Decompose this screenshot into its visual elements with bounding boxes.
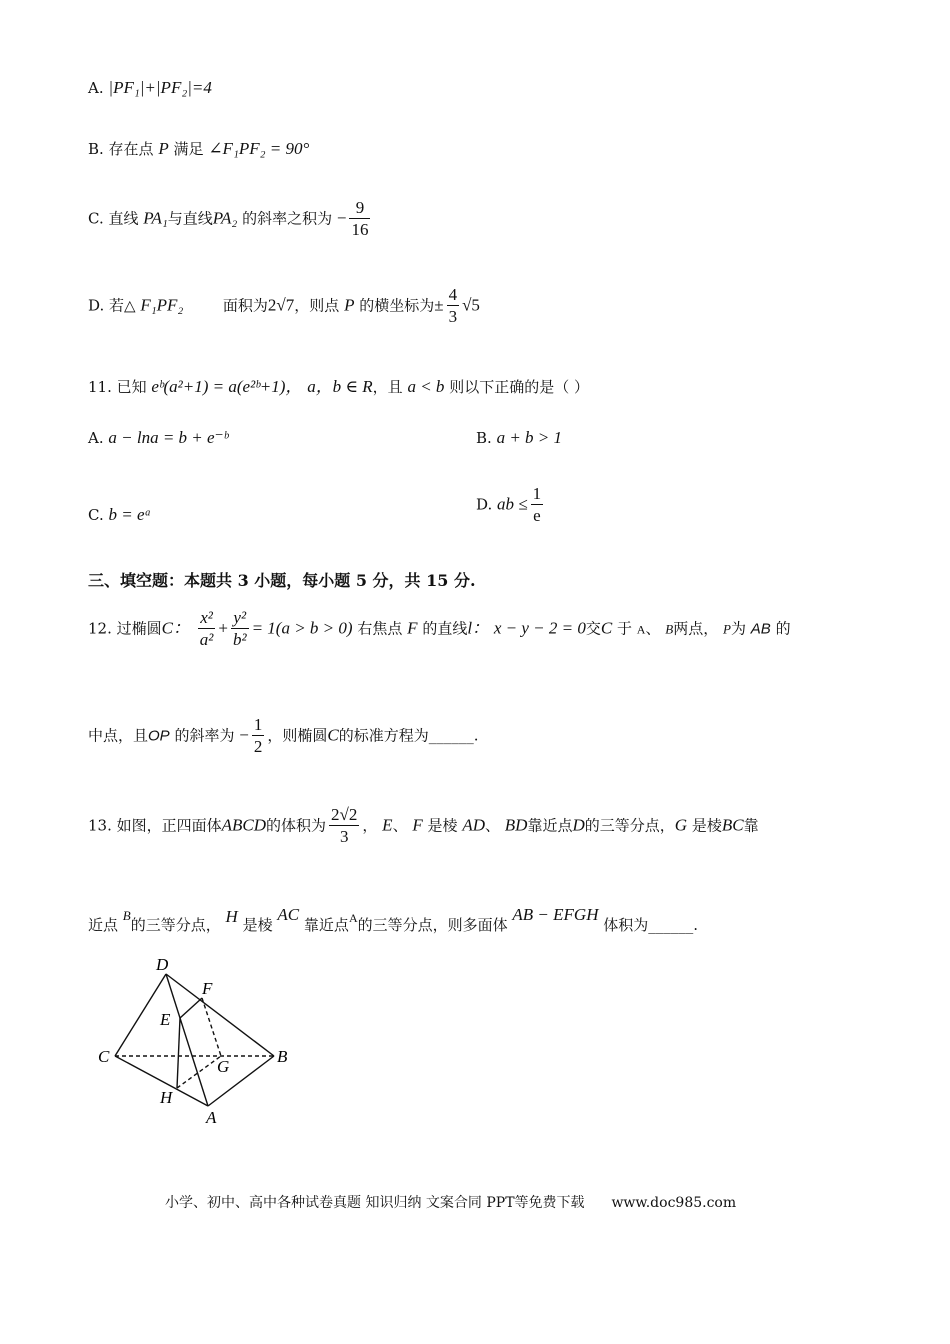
option-label: A. [88, 429, 104, 447]
stem-text: 、 [645, 619, 661, 638]
footer [165, 1192, 736, 1212]
stem-text: ， [362, 816, 378, 835]
option-text: 的斜率之积为 [242, 209, 333, 228]
math-var: AB [750, 620, 771, 638]
fraction [231, 608, 249, 651]
fraction [252, 715, 265, 758]
math-var: G [674, 815, 688, 835]
option-text: 满足 [173, 140, 204, 158]
stem-text: 的直线 [422, 619, 468, 638]
option-text: ，则点 [294, 296, 340, 315]
stem-text: 体积为______. [603, 916, 699, 934]
q11-option-b [476, 428, 562, 448]
denominator: e [533, 506, 541, 525]
fraction [329, 805, 359, 848]
stem-text: 的 [775, 619, 791, 638]
tetrahedron-figure [90, 950, 310, 1130]
q10-option-b [88, 138, 309, 159]
option-formula: b = eᵃ [108, 505, 152, 524]
stem-text: 是棱 [242, 916, 273, 934]
fraction [349, 198, 370, 241]
denominator: b² [232, 630, 247, 649]
question-number: 11. 已知 [88, 378, 147, 396]
numerator: 1 [532, 484, 542, 503]
math-vars: a，b ∈ R [307, 377, 373, 396]
stem-text: 的标准方程为______. [338, 726, 479, 745]
stem-text: 靠近点 [527, 816, 573, 835]
math-var: A [348, 911, 358, 925]
stem-text: 的体积为 [266, 816, 327, 835]
option-label: A. [88, 79, 104, 97]
label-g: G [217, 1057, 230, 1076]
option-text: 的横坐标为 [359, 296, 435, 315]
stem-text: 的三等分点，则多面体 [357, 916, 508, 934]
label-d: D [156, 955, 169, 974]
option-formula: a + b > 1 [496, 428, 563, 447]
stem-text: 右焦点 [357, 619, 403, 638]
stem-text: 的三等分点， [130, 916, 221, 934]
fraction [531, 484, 544, 527]
stem-text: 靠 [743, 816, 759, 835]
option-label: C. [88, 506, 104, 524]
option-formula: |PF₁|+|PF₂|=4 [108, 78, 212, 97]
stem-text: ，则椭圆 [267, 726, 328, 745]
segment-hg-hidden [177, 1056, 221, 1088]
question-number: 12. 过椭圆 [88, 619, 162, 638]
math-var: B [122, 908, 131, 923]
segment-fg-hidden [202, 998, 221, 1056]
segment-eh [177, 1018, 180, 1088]
numerator: 1 [253, 715, 263, 734]
math-var: AD [462, 815, 485, 835]
math-var: P [158, 139, 169, 158]
math-var: F₁PF₂ [140, 295, 184, 315]
math-sign: − [336, 208, 347, 228]
q10-option-a [88, 78, 212, 98]
fraction [447, 285, 460, 328]
math-value: 2√7 [267, 295, 295, 315]
denominator: 3 [339, 827, 349, 846]
numerator: x² [198, 608, 216, 629]
math-var: l： [467, 618, 490, 638]
math-var: B [665, 621, 674, 637]
label-f: F [202, 979, 213, 998]
math-var: F [412, 815, 423, 835]
option-formula: ab ≤ [497, 494, 528, 514]
math-var: E [382, 815, 393, 835]
math-var: A [636, 622, 646, 637]
option-label: C. 直线 [88, 209, 139, 228]
option-text: 与直线 [167, 209, 213, 228]
stem-text: 靠近点 [303, 916, 349, 934]
math-var: AC [277, 905, 300, 924]
math-equation: = 1(a > b > 0) [251, 618, 353, 638]
math-equation: x − y − 2 = 0 [493, 618, 586, 638]
math-value: √5 [462, 295, 480, 315]
math-var: C [327, 725, 339, 745]
segment-ef [180, 998, 202, 1018]
stem-text: ，且 [372, 378, 403, 396]
edge-dc [115, 974, 166, 1056]
math-var: F [407, 618, 418, 638]
edge-db [166, 974, 274, 1056]
math-var: P [723, 621, 731, 637]
q12-line-1 [88, 608, 791, 651]
math-var: OP [148, 727, 170, 745]
math-var: BD [504, 815, 528, 835]
denominator: 2 [253, 737, 263, 756]
math-var: AB − EFGH [512, 905, 599, 924]
option-formula: ∠F₁PF₂ = 90° [208, 139, 310, 158]
option-label: B. [476, 429, 492, 447]
stem-text: 两点， [673, 619, 719, 638]
stem-text: 的斜率为 [174, 726, 235, 745]
question-number: 13. 如图，正四面体 [88, 816, 222, 835]
label-h: H [160, 1088, 173, 1107]
option-label: D. [476, 495, 493, 514]
stem-text: 近点 [88, 916, 119, 934]
numerator: 9 [349, 198, 370, 219]
stem-text: 交 [585, 619, 601, 638]
stem-text: 、 [392, 816, 408, 835]
math-var: PA₁ [143, 208, 168, 228]
option-formula: a − lna = b + e⁻ᵇ [108, 428, 229, 447]
q11-option-c [88, 505, 151, 525]
q13-line-1 [88, 805, 759, 848]
q10-option-c [88, 198, 373, 241]
label-c: C [98, 1047, 110, 1066]
math-condition: a < b [407, 377, 445, 396]
numerator: 2√2 [331, 805, 358, 824]
footer-text: 小学、初中、高中各种试卷真题 知识归纳 文案合同 PPT等免费下载 [165, 1195, 585, 1211]
footer-site: www.doc985.com [611, 1195, 737, 1211]
math-sign: − [239, 725, 249, 745]
math-var: C： [161, 618, 190, 638]
label-b: B [277, 1047, 288, 1066]
stem-text: 则以下正确的是（ ） [449, 378, 589, 396]
math-sign: ± [434, 295, 444, 315]
math-var: PA₂ [212, 208, 238, 228]
option-text: 面积为 [222, 296, 268, 315]
math-var: H [225, 907, 238, 926]
math-var: ABCD [221, 815, 267, 835]
stem-text: 的三等分点， [584, 816, 675, 835]
numerator: y² [231, 608, 249, 629]
math-var: P [344, 295, 355, 315]
stem-text: 为 [730, 619, 746, 638]
q12-line-2 [88, 715, 479, 758]
math-var: BC [721, 815, 744, 835]
q11-stem [88, 372, 589, 397]
option-label: B. 存在点 [88, 140, 154, 158]
q11-option-d [476, 484, 546, 527]
stem-text: 是棱 [691, 816, 722, 835]
math-var: C [600, 618, 613, 638]
label-e: E [160, 1010, 171, 1029]
fraction [198, 608, 216, 651]
stem-text: 中点，且 [88, 726, 149, 745]
math-op: + [218, 618, 228, 638]
stem-text: 是棱 [427, 816, 458, 835]
math-equation: eᵇ(a²+1) = a(e²ᵇ+1)， [151, 377, 303, 396]
numerator: 4 [448, 285, 458, 304]
q13-line-2 [88, 905, 698, 935]
denominator: a² [199, 630, 214, 649]
denominator: 16 [351, 220, 369, 239]
q10-option-d [88, 285, 480, 328]
math-var: D [572, 815, 585, 835]
section-heading: 三、填空题：本题共 3 小题，每小题 5 分，共 15 分. [88, 571, 476, 590]
denominator: 3 [448, 307, 458, 326]
label-a: A [206, 1108, 217, 1127]
stem-text: 、 [485, 816, 501, 835]
option-label: D. 若△ [88, 296, 136, 315]
stem-text: 于 [617, 619, 633, 638]
q11-option-a [88, 428, 228, 448]
